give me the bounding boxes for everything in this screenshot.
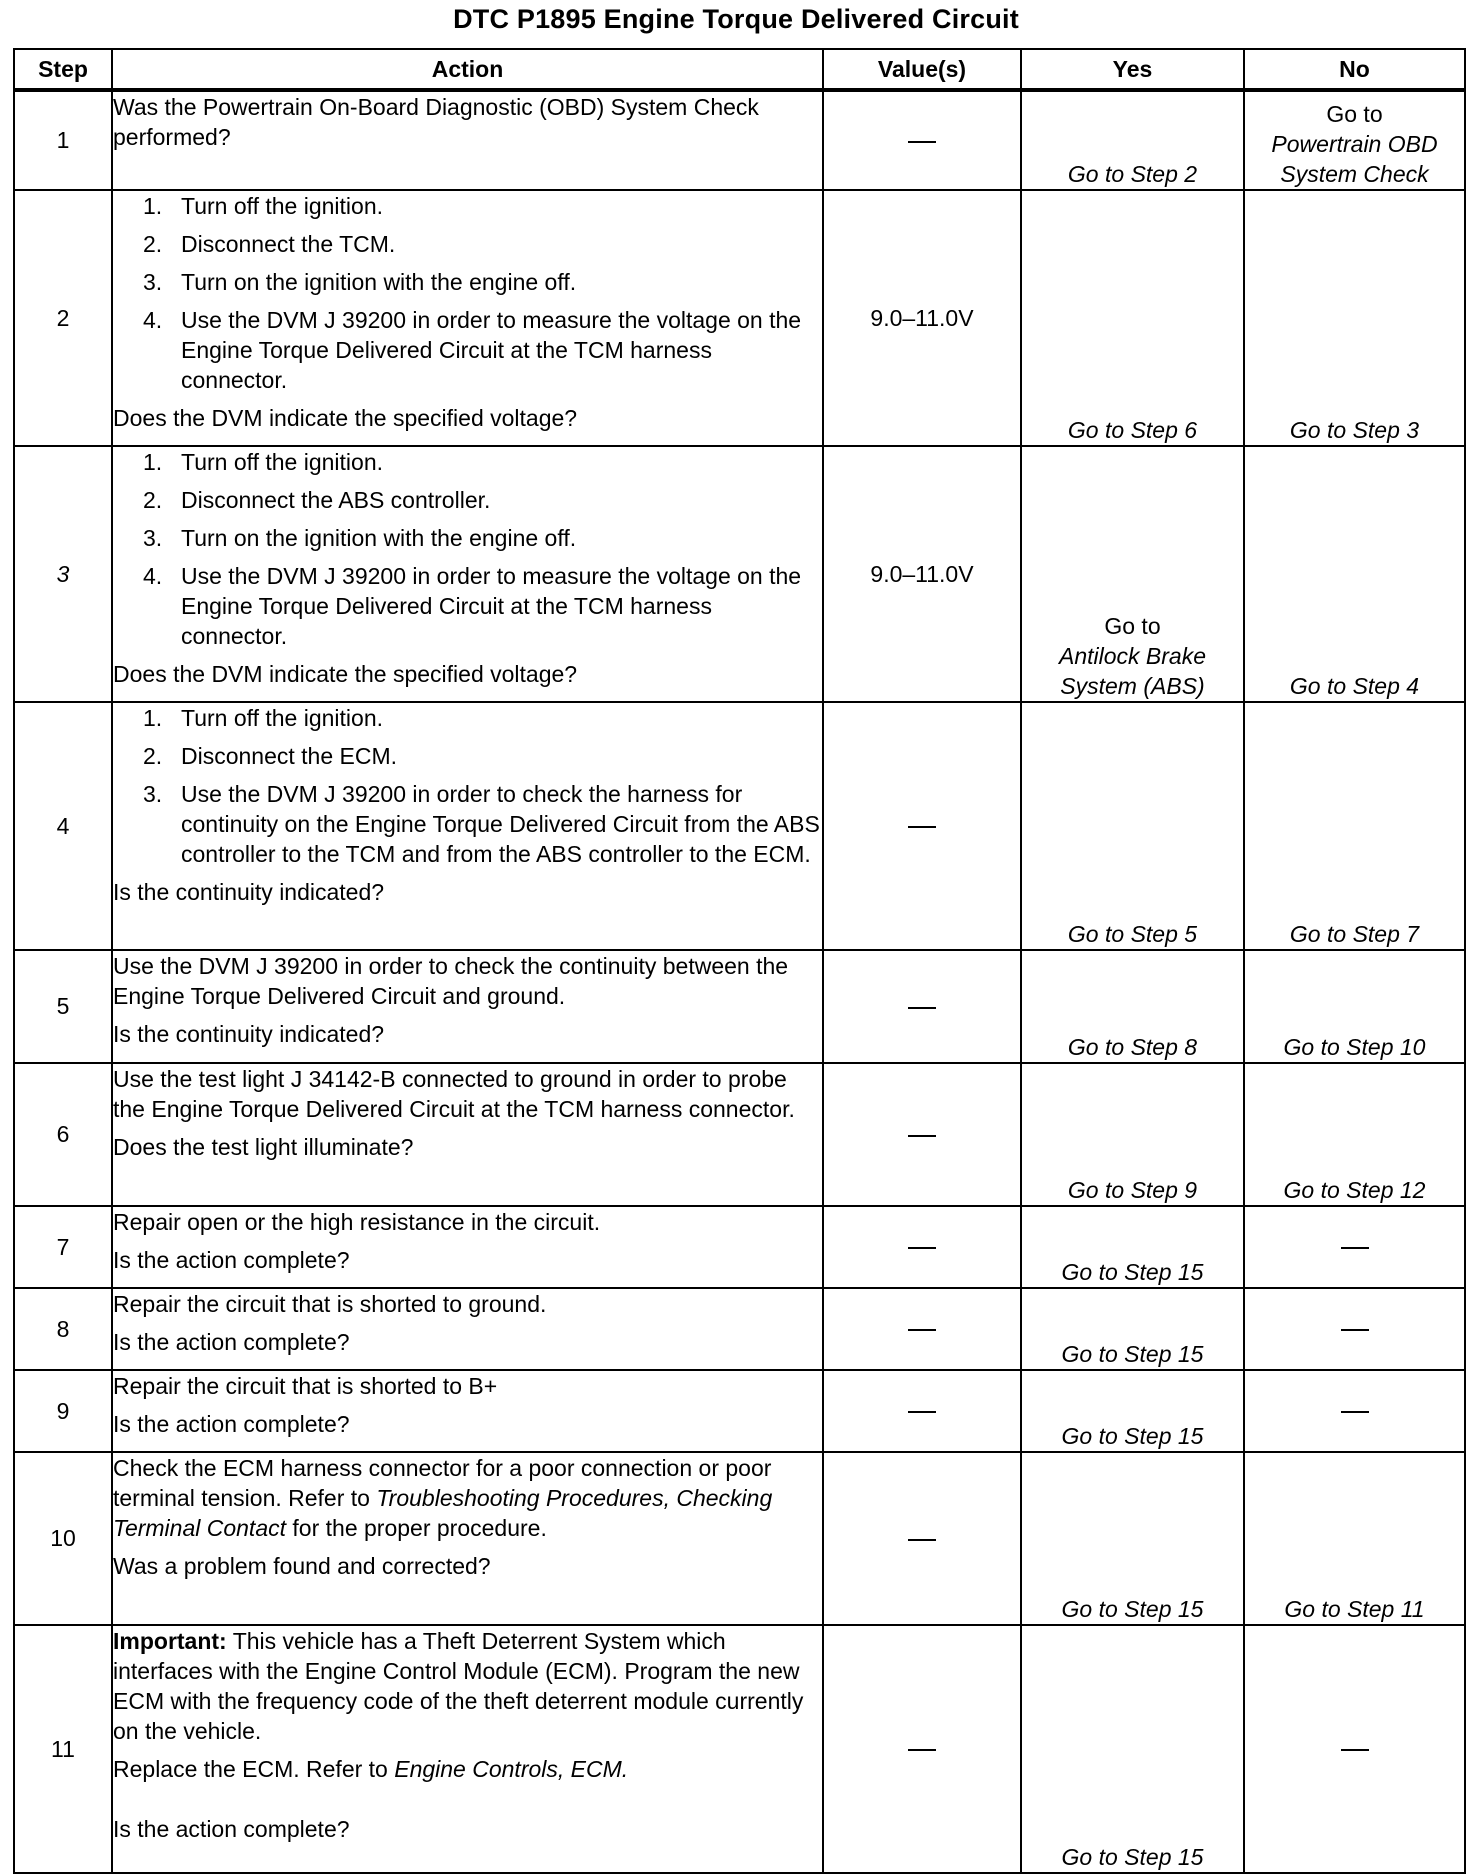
value-cell [823, 1370, 1021, 1452]
action-text: Use the DVM J 39200 in order to check the continuity between the Engine Torque Delivered Circuit and ground. [113, 953, 789, 1009]
page-title: DTC P1895 Engine Torque Delivered Circuit [453, 4, 1019, 34]
action-text: Repair the circuit that is shorted to ground. [113, 1291, 547, 1317]
no-cell [1244, 1288, 1465, 1370]
step-number: 1 [14, 90, 112, 190]
action-question: Is the continuity indicated? [113, 879, 385, 905]
yes-cell: Go to Step 8 [1021, 950, 1244, 1063]
reference-link-text: Engine Controls, ECM. [394, 1756, 629, 1782]
list-item: 1. Turn off the ignition. [143, 705, 384, 731]
action-question: Is the action complete? [113, 1411, 350, 1437]
yes-reference: Antilock Brake System (ABS) [1058, 643, 1206, 699]
value-cell [823, 1063, 1021, 1206]
table-row [14, 1288, 1465, 1370]
no-cell [1244, 1206, 1465, 1288]
value-dash [908, 826, 936, 828]
yes-cell: Go to Step 15 [1021, 1206, 1244, 1288]
header-values: Value(s) [823, 49, 1021, 90]
important-text: This vehicle has a Theft Deterrent System which interfaces with the Engine Control Module (ECM). Program the new ECM with the frequency code of the theft deterrent module currently on the vehicle. [113, 1628, 804, 1744]
no-dash [1341, 1329, 1369, 1331]
header-action: Action [112, 49, 823, 90]
action-text: Use the test light J 34142-B connected to ground in order to probe the Engine Torque Delivered Circuit at the TCM harness connector. [113, 1066, 795, 1122]
reference-link-text: Troubleshooting Procedures, Checking Terminal Contact [113, 1485, 773, 1541]
action-cell [112, 1063, 823, 1206]
table-row [14, 446, 1465, 702]
table-row [14, 1452, 1465, 1625]
step-number: 5 [14, 950, 112, 1063]
value-cell [823, 702, 1021, 950]
action-question: Does the test light illuminate? [113, 1134, 414, 1160]
list-item: 3. Turn on the ignition with the engine off. [143, 269, 577, 295]
action-cell [112, 950, 823, 1063]
table-row [14, 1370, 1465, 1452]
no-cell: Go to Step 10 [1244, 950, 1465, 1063]
no-prefix: Go to [1326, 101, 1383, 127]
action-cell [112, 1288, 823, 1370]
value-dash [908, 1329, 936, 1331]
list-item: 3. Turn on the ignition with the engine off. [143, 525, 577, 551]
value-cell [823, 950, 1021, 1063]
action-question: Is the action complete? [113, 1247, 350, 1273]
list-item: 1. Turn off the ignition. [143, 193, 384, 219]
important-note [113, 1626, 822, 1746]
step-number: 8 [14, 1288, 112, 1370]
yes-cell: Go to Step 15 [1021, 1452, 1244, 1625]
no-cell [1244, 90, 1465, 190]
step-number: 4 [14, 702, 112, 950]
table-row [14, 90, 1465, 190]
yes-cell: Go to Step 15 [1021, 1625, 1244, 1873]
value-dash [908, 1007, 936, 1009]
value-dash [908, 1135, 936, 1137]
value-cell: 9.0–11.0V [823, 190, 1021, 446]
value-cell [823, 1206, 1021, 1288]
value-dash [908, 141, 936, 143]
header-step: Step [14, 49, 112, 90]
action-question: Was a problem found and corrected? [113, 1553, 491, 1579]
step-number: 10 [14, 1452, 112, 1625]
action-text: Repair open or the high resistance in the circuit. [113, 1209, 601, 1235]
action-question: Is the action complete? [113, 1329, 350, 1355]
table-row [14, 702, 1465, 950]
step-number: 7 [14, 1206, 112, 1288]
value-cell [823, 1625, 1021, 1873]
no-dash [1341, 1411, 1369, 1413]
value-dash [908, 1539, 936, 1541]
action-steps [113, 703, 822, 869]
no-dash [1341, 1247, 1369, 1249]
step-number: 3 [14, 446, 112, 702]
step-number: 2 [14, 190, 112, 446]
no-cell: Go to Step 4 [1244, 446, 1465, 702]
list-item: 1. Turn off the ignition. [143, 449, 384, 475]
action-cell [112, 446, 823, 702]
step-number: 6 [14, 1063, 112, 1206]
yes-prefix: Go to [1104, 613, 1161, 639]
list-item: 3. Use the DVM J 39200 in order to check the harness for continuity on the Engine Torque Delivered Circuit from the ABS controller to the TCM and from the ABS controller to the ECM. [143, 781, 820, 867]
no-cell: Go to Step 12 [1244, 1063, 1465, 1206]
diagnostic-table [13, 48, 1466, 1874]
no-cell [1244, 1625, 1465, 1873]
table-row [14, 1206, 1465, 1288]
no-cell: Go to Step 11 [1244, 1452, 1465, 1625]
table-row [14, 190, 1465, 446]
action-question: Is the continuity indicated? [113, 1021, 385, 1047]
action-cell [112, 702, 823, 950]
action-cell [112, 1206, 823, 1288]
action-question: Does the DVM indicate the specified voltage? [113, 405, 578, 431]
action-cell [112, 1452, 823, 1625]
value-cell [823, 1452, 1021, 1625]
value-cell [823, 1288, 1021, 1370]
yes-cell: Go to Step 15 [1021, 1288, 1244, 1370]
value-dash [908, 1411, 936, 1413]
yes-cell: Go to Step 15 [1021, 1370, 1244, 1452]
yes-cell [1021, 446, 1244, 702]
step-number: 11 [14, 1625, 112, 1873]
no-cell: Go to Step 7 [1244, 702, 1465, 950]
action-text: Check the ECM harness connector for a poor connection or poor terminal tension. Refer to Troubleshooting Procedures, Checking Terminal Contact for the proper procedure. [113, 1455, 773, 1541]
list-item: 2. Disconnect the ECM. [143, 743, 398, 769]
yes-cell: Go to Step 6 [1021, 190, 1244, 446]
action-cell [112, 1625, 823, 1873]
action-cell [112, 190, 823, 446]
table-row [14, 950, 1465, 1063]
yes-cell: Go to Step 2 [1021, 90, 1244, 190]
list-item: 2. Disconnect the TCM. [143, 231, 396, 257]
yes-cell: Go to Step 9 [1021, 1063, 1244, 1206]
important-label: Important: [113, 1628, 227, 1654]
value-dash [908, 1247, 936, 1249]
value-dash [908, 1749, 936, 1751]
action-steps [113, 191, 822, 395]
no-dash [1341, 1749, 1369, 1751]
no-cell [1244, 1370, 1465, 1452]
action-cell [112, 90, 823, 190]
list-item: 4. Use the DVM J 39200 in order to measure the voltage on the Engine Torque Delivered Circuit at the TCM harness connector. [143, 307, 802, 393]
action-question: Is the action complete? [113, 1816, 350, 1842]
action-text: Replace the ECM. Refer to Engine Controls, ECM. [113, 1756, 629, 1782]
table-header-row [14, 49, 1465, 90]
table-row [14, 1063, 1465, 1206]
step-number: 9 [14, 1370, 112, 1452]
header-no: No [1244, 49, 1465, 90]
value-cell [823, 90, 1021, 190]
action-question: Does the DVM indicate the specified voltage? [113, 661, 578, 687]
list-item: 4. Use the DVM J 39200 in order to measure the voltage on the Engine Torque Delivered Circuit at the TCM harness connector. [143, 563, 802, 649]
list-item: 2. Disconnect the ABS controller. [143, 487, 491, 513]
action-steps [113, 447, 822, 651]
table-row [14, 1625, 1465, 1873]
action-cell [112, 1370, 823, 1452]
yes-cell: Go to Step 5 [1021, 702, 1244, 950]
no-reference: Powertrain OBD System Check [1271, 131, 1438, 187]
header-yes: Yes [1021, 49, 1244, 90]
no-cell: Go to Step 3 [1244, 190, 1465, 446]
value-cell: 9.0–11.0V [823, 446, 1021, 702]
action-text: Repair the circuit that is shorted to B+ [113, 1373, 498, 1399]
action-question: Was the Powertrain On-Board Diagnostic (OBD) System Check performed? [113, 94, 759, 150]
